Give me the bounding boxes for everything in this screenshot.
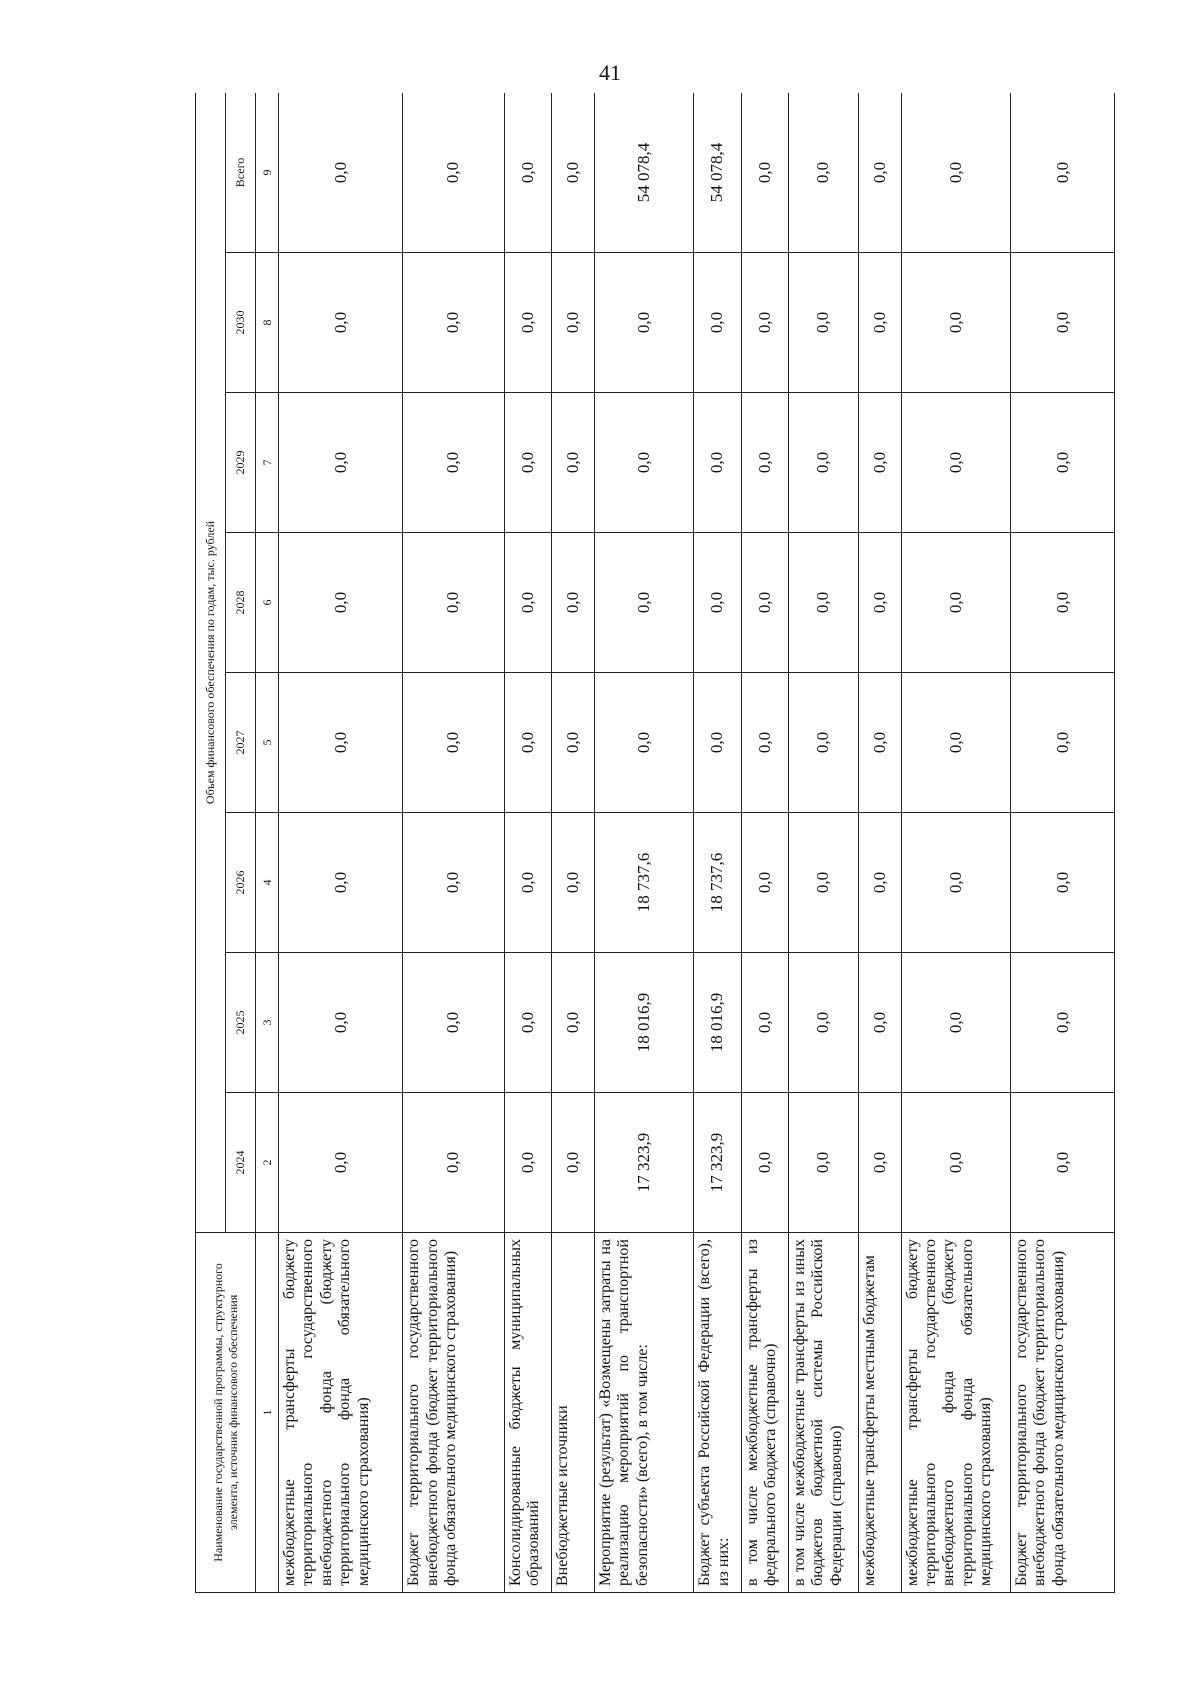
header-year: 2024: [226, 1093, 256, 1233]
row-name: Консолидированные бюджеты муниципальных образований: [504, 1233, 551, 1593]
column-index: 3: [256, 953, 279, 1093]
row-value: 0,0: [901, 1093, 1010, 1233]
row-value: 0,0: [403, 1093, 505, 1233]
row-value: 0,0: [694, 673, 741, 813]
row-total: 0,0: [788, 93, 858, 253]
row-value: 0,0: [741, 393, 788, 533]
row-value: 0,0: [858, 253, 901, 393]
row-value: 0,0: [788, 1093, 858, 1233]
row-value: 0,0: [901, 533, 1010, 673]
row-name: межбюджетные трансферты бюджету территориального государственного внебюджетного фонда (бюджету территориального фонда обязательного медицинского страхования): [901, 1233, 1010, 1593]
header-year: 2026: [226, 813, 256, 953]
table-row: [504, 93, 551, 1593]
header-total: Всего: [226, 93, 256, 253]
row-name: Мероприятие (результат) «Возмещены затраты на реализацию мероприятий по транспортной безопасности» (всего), в том числе:: [594, 1233, 693, 1593]
rotated-table-container: [195, 93, 1115, 1593]
row-name: межбюджетные трансферты местным бюджетам: [858, 1233, 901, 1593]
row-value: 0,0: [552, 953, 595, 1093]
row-value: 0,0: [403, 533, 505, 673]
row-value: 18 016,9: [694, 953, 741, 1093]
row-value: 0,0: [901, 953, 1010, 1093]
column-index: 7: [256, 393, 279, 533]
table-row: [552, 93, 595, 1593]
row-value: 18 737,6: [594, 813, 693, 953]
column-index: 4: [256, 813, 279, 953]
row-value: 0,0: [1011, 1093, 1115, 1233]
financing-table: [195, 93, 1115, 1593]
page-number: 41: [599, 60, 621, 85]
row-value: 0,0: [741, 673, 788, 813]
row-value: 0,0: [741, 953, 788, 1093]
table-body: [279, 93, 1115, 1593]
column-index: 2: [256, 1093, 279, 1233]
row-name: Бюджет территориального государственного внебюджетного фонда (бюджет территориального фонда обязательного медицинского страхования): [1011, 1233, 1115, 1593]
row-value: 18 737,6: [694, 813, 741, 953]
row-value: 0,0: [552, 253, 595, 393]
row-value: 0,0: [279, 813, 403, 953]
header-year: 2028: [226, 533, 256, 673]
column-index: 8: [256, 253, 279, 393]
row-name: в том числе межбюджетные трансферты из федерального бюджета (справочно): [741, 1233, 788, 1593]
row-total: 0,0: [504, 93, 551, 253]
table-row: [788, 93, 858, 1593]
row-value: 0,0: [858, 1093, 901, 1233]
row-value: 0,0: [279, 1093, 403, 1233]
row-value: 0,0: [504, 1093, 551, 1233]
column-index: 9: [256, 93, 279, 253]
column-index-row: [256, 93, 279, 1593]
row-value: 0,0: [741, 813, 788, 953]
row-value: 0,0: [504, 953, 551, 1093]
row-value: 0,0: [741, 1093, 788, 1233]
row-value: 0,0: [1011, 953, 1115, 1093]
row-value: 17 323,9: [694, 1093, 741, 1233]
header-year: 2027: [226, 673, 256, 813]
row-value: 0,0: [901, 673, 1010, 813]
rotated-table: [195, 93, 1115, 1593]
header-year: 2029: [226, 393, 256, 533]
header-year: 2030: [226, 253, 256, 393]
row-value: 0,0: [1011, 393, 1115, 533]
column-index: 5: [256, 673, 279, 813]
row-total: 54 078,4: [694, 93, 741, 253]
row-total: 0,0: [1011, 93, 1115, 253]
row-value: 0,0: [901, 253, 1010, 393]
row-value: 0,0: [279, 393, 403, 533]
row-value: 0,0: [788, 673, 858, 813]
row-value: 0,0: [1011, 813, 1115, 953]
row-total: 0,0: [403, 93, 505, 253]
table-row: [403, 93, 505, 1593]
row-value: 0,0: [858, 813, 901, 953]
row-value: 0,0: [279, 953, 403, 1093]
row-value: 0,0: [1011, 533, 1115, 673]
table-row: [858, 93, 901, 1593]
row-value: 0,0: [788, 813, 858, 953]
row-value: 0,0: [788, 253, 858, 393]
row-value: 0,0: [1011, 253, 1115, 393]
row-name: в том числе межбюджетные трансферты из иных бюджетов бюджетной системы Российской Федерации (справочно): [788, 1233, 858, 1593]
row-value: 0,0: [552, 1093, 595, 1233]
row-total: 0,0: [901, 93, 1010, 253]
row-value: 0,0: [403, 673, 505, 813]
row-value: 0,0: [279, 253, 403, 393]
row-value: 0,0: [594, 533, 693, 673]
row-value: 0,0: [403, 253, 505, 393]
row-value: 0,0: [788, 953, 858, 1093]
row-value: 0,0: [552, 393, 595, 533]
row-value: 0,0: [901, 813, 1010, 953]
row-value: 0,0: [594, 673, 693, 813]
table-row: [1011, 93, 1115, 1593]
row-value: 0,0: [552, 533, 595, 673]
row-value: 0,0: [741, 253, 788, 393]
row-value: 0,0: [901, 393, 1010, 533]
row-value: 0,0: [504, 673, 551, 813]
header-year: 2025: [226, 953, 256, 1093]
column-index: 1: [256, 1233, 279, 1593]
row-name: Внебюджетные источники: [552, 1233, 595, 1593]
row-value: 0,0: [858, 393, 901, 533]
row-value: 0,0: [504, 533, 551, 673]
row-value: 17 323,9: [594, 1093, 693, 1233]
row-total: 0,0: [858, 93, 901, 253]
row-value: 0,0: [403, 813, 505, 953]
row-value: 0,0: [788, 533, 858, 673]
row-value: 0,0: [858, 533, 901, 673]
table-row: [279, 93, 403, 1593]
table-row: [901, 93, 1010, 1593]
row-value: 18 016,9: [594, 953, 693, 1093]
table-row: [694, 93, 741, 1593]
row-value: 0,0: [504, 253, 551, 393]
row-value: 0,0: [694, 533, 741, 673]
row-value: 0,0: [594, 393, 693, 533]
header-name-col: Наименование государственной программы, структурного элемента, источник финансового обеспечения: [196, 1233, 256, 1593]
table-row: [594, 93, 693, 1593]
column-index: 6: [256, 533, 279, 673]
row-value: 0,0: [279, 533, 403, 673]
row-value: 0,0: [741, 533, 788, 673]
row-value: 0,0: [594, 253, 693, 393]
row-total: 54 078,4: [594, 93, 693, 253]
table-row: [741, 93, 788, 1593]
header-volume-group: Объем финансового обеспечения по годам, тыс. рублей: [196, 93, 226, 1233]
row-value: 0,0: [858, 953, 901, 1093]
row-value: 0,0: [1011, 673, 1115, 813]
row-name: Бюджет территориального государственного внебюджетного фонда (бюджет территориального фонда обязательного медицинского страхования): [403, 1233, 505, 1593]
row-value: 0,0: [694, 393, 741, 533]
row-value: 0,0: [552, 813, 595, 953]
row-value: 0,0: [504, 393, 551, 533]
row-value: 0,0: [858, 673, 901, 813]
row-total: 0,0: [552, 93, 595, 253]
row-value: 0,0: [403, 393, 505, 533]
row-value: 0,0: [552, 673, 595, 813]
row-value: 0,0: [279, 673, 403, 813]
row-name: межбюджетные трансферты бюджету территориального государственного внебюджетного фонда (бюджету территориального фонда обязательного медицинского страхования): [279, 1233, 403, 1593]
row-total: 0,0: [279, 93, 403, 253]
row-value: 0,0: [788, 393, 858, 533]
row-value: 0,0: [504, 813, 551, 953]
row-value: 0,0: [694, 253, 741, 393]
row-value: 0,0: [403, 953, 505, 1093]
row-name: Бюджет субъекта Российской Федерации (всего), из них:: [694, 1233, 741, 1593]
row-total: 0,0: [741, 93, 788, 253]
